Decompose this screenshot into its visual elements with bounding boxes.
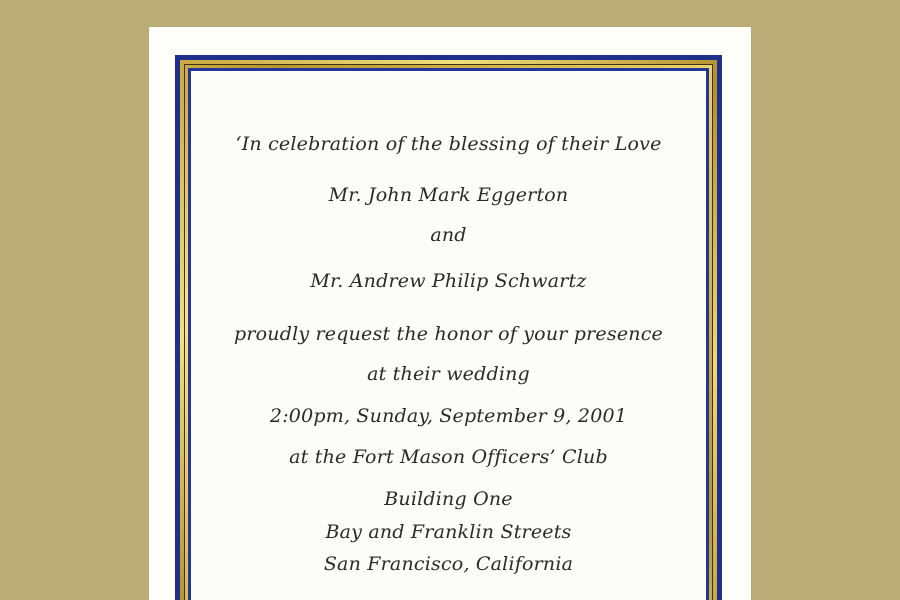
venue-line: at the Fort Mason Officers’ Club bbox=[289, 446, 608, 468]
building-line: Building One bbox=[384, 488, 513, 510]
streets-line: Bay and Franklin Streets bbox=[325, 521, 572, 543]
invitation-card bbox=[149, 27, 751, 600]
gold-foil-border bbox=[180, 60, 717, 600]
dark-pinstripe-border bbox=[184, 64, 713, 600]
wedding-line: at their wedding bbox=[367, 363, 530, 385]
celebration-line: ‘In celebration of the blessing of their Love bbox=[235, 133, 662, 155]
second-name-line: Mr. Andrew Philip Schwartz bbox=[310, 270, 587, 292]
first-name-line: Mr. John Mark Eggerton bbox=[328, 184, 569, 206]
outer-blue-border bbox=[175, 55, 722, 600]
city-line: San Francisco, California bbox=[323, 553, 574, 575]
date-time-line: 2:00pm, Sunday, September 9, 2001 bbox=[269, 405, 628, 427]
and-line: and bbox=[430, 224, 467, 246]
request-line: proudly request the honor of your presence bbox=[233, 323, 663, 345]
invitation-text-area bbox=[191, 71, 706, 600]
inner-blue-border bbox=[188, 68, 709, 600]
inner-gold-border bbox=[185, 65, 712, 600]
